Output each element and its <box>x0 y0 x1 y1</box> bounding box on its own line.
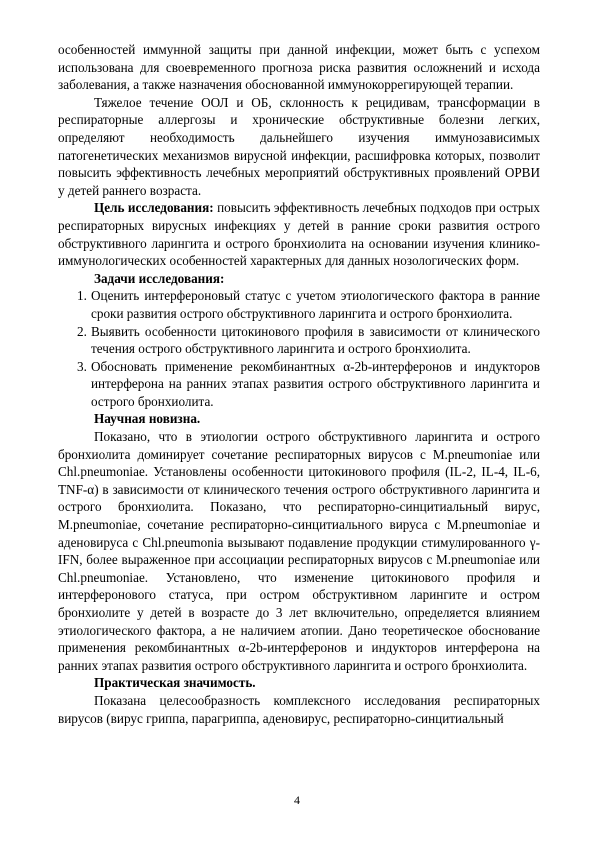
paragraph-aim <box>58 199 540 269</box>
task-text: Оценить интерфероновый статус с учетом этиологического фактора в ранние сроки развития острого обструктивного ларингита и острого бронхиолита. <box>91 288 540 321</box>
paragraph-novelty: Показано, что в этиологии острого обструктивного ларингита и острого бронхиолита доминирует сочетание респираторных вирусов с M.pneumoniae или Chl.pneumoniae. Установлены особенности цитокинового профиля (IL-2, IL-4, IL-6, TNF-α) в зависимости от клинического течения острого обструктивного ларингита и острого бронхиолита. Показано, что респираторно-синцитиальный вирус, M.pneumoniae, сочетание респираторно-синцитиального вируса с M.pneumoniae и аденовируса с Chl.pneumonia вызывают подавление продукции стимулированного γ-IFN, более выраженное при ассоциации респираторных вирусов с M.pneumoniae или Chl.pneumoniae. Установлено, что изменение цитокинового профиля и интерферонового статуса, при остром обструктивном ларингите и остром бронхиолите у детей в возрасте до 3 лет включительно, определяется влиянием этиологического фактора, а не наличием атопии. Дано теоретическое обоснование применения рекомбинантных α-2b-интерферонов и индукторов интерферона на ранних этапах развития острого обструктивного ларингита и острого бронхиолита. <box>58 429 540 673</box>
task-number: 3. <box>77 358 87 374</box>
task-number: 1. <box>77 288 87 304</box>
task-item <box>58 358 540 411</box>
novelty-heading: Научная новизна. <box>94 411 201 427</box>
paragraph-severe-course: Тяжелое течение ООЛ и ОБ, склонность к рецидивам, трансформации в респираторные аллергозы и хронические обструктивные болезни легких, определяют необходимость дальнейшего изучения иммунозависимых патогенетических механизмов вирусной инфекции, расшифровка которых, позволит повысить эффективность лечебных мероприятий обструктивных проявлений ОРВИ у детей раннего возраста. <box>58 94 540 198</box>
paragraph-intro-continuation: особенностей иммунной защиты при данной инфекции, может быть с успехом использована для своевременного прогноза риска развития осложнений и исхода заболевания, а также назначения обоснованной иммунокоррегирующей терапии. <box>58 42 540 93</box>
aim-label: Цель исследования: <box>94 200 214 216</box>
task-text: Обосновать применение рекомбинантных α-2b-интерферонов и индукторов интерферона на ранних этапах развития острого обструктивного ларингита и острого бронхиолита. <box>91 358 540 409</box>
task-item <box>58 287 540 322</box>
document-page <box>58 41 540 727</box>
task-text: Выявить особенности цитокинового профиля в зависимости от клинического течения острого обструктивного ларингита и острого бронхиолита. <box>91 323 540 357</box>
tasks-list <box>58 287 540 410</box>
aim-text: повысить эффективность лечебных подходов при острых респираторных вирусных инфекциях у детей в ранние сроки развития острого обструктивного ларингита и острого бронхиолита на основании изучения клинико-иммунологических особенностей характерных для данных нозологических форм. <box>58 200 540 269</box>
task-item <box>58 323 540 358</box>
paragraph-practical: Показана целесообразность комплексного исследования респираторных вирусов (вирус гриппа, парагриппа, аденовирус, респираторно-синцитиальный <box>58 692 540 726</box>
task-number: 2. <box>77 323 87 339</box>
tasks-heading: Задачи исследования: <box>94 270 225 286</box>
practical-heading: Практическая значимость. <box>94 675 256 691</box>
page-number: 4 <box>294 793 300 807</box>
